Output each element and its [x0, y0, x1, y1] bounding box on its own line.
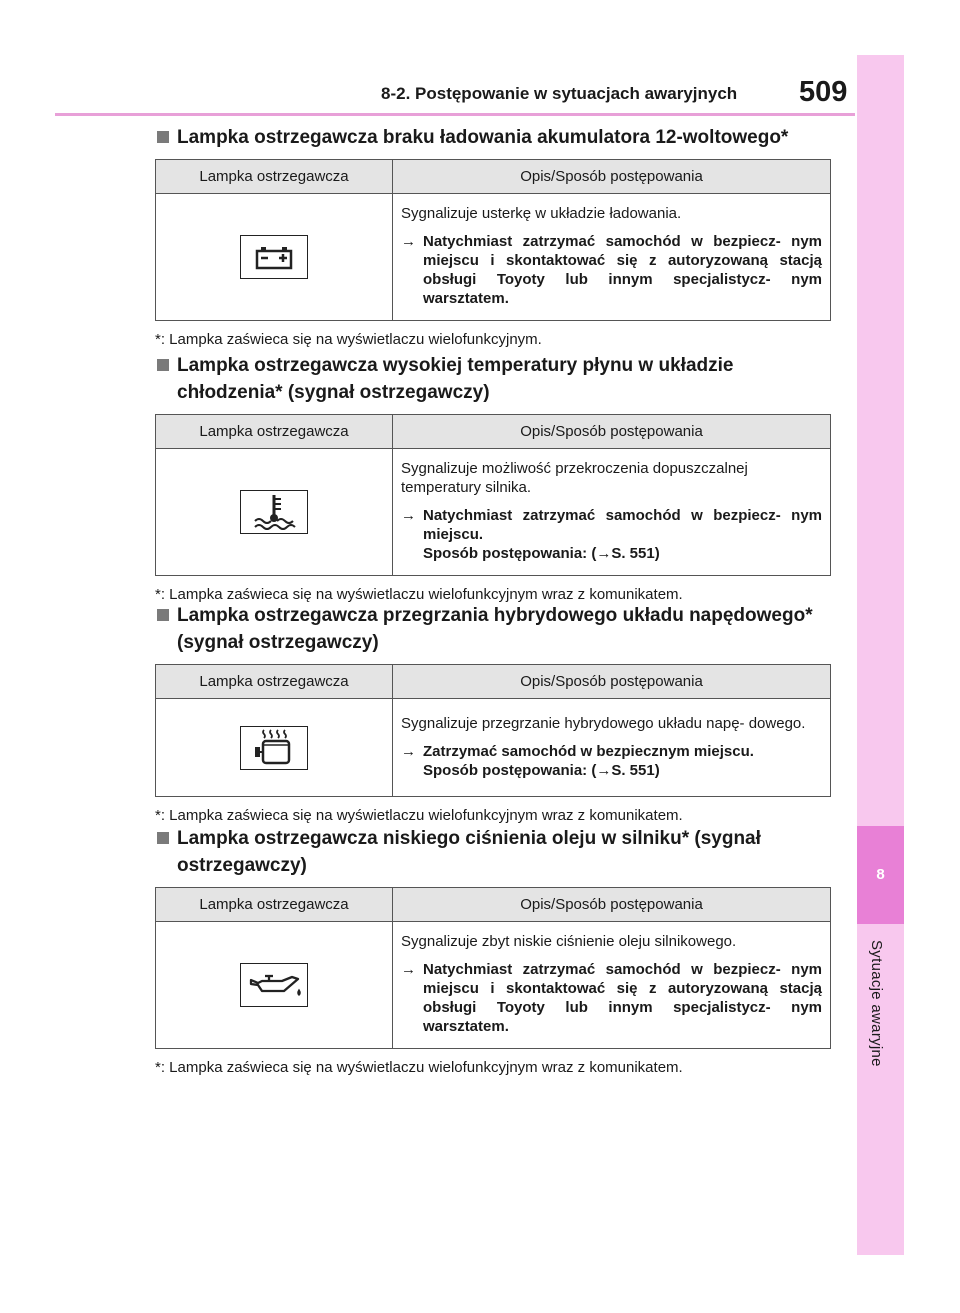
description-text: Sygnalizuje usterkę w układzie ładowania. [401, 205, 682, 222]
action-item: → Natychmiast zatrzymać samochód w bezpiecz- nym miejscu i skontaktować się z autoryzowaną stacją obsługi Toyoty lub innym specjalistycz- nym warsztatem. [401, 961, 822, 1035]
table-header-description: Opis/Sposób postępowania [393, 888, 831, 922]
table-header-lamp: Lampka ostrzegawcza [156, 888, 393, 922]
action-item: → Natychmiast zatrzymać samochód w bezpiecz- nym miejscu. Sposób postępowania: (→S. 551) [401, 507, 822, 562]
square-bullet-icon [157, 359, 169, 371]
chapter-number-badge: 8 [857, 826, 904, 924]
reference-link[interactable]: Sposób postępowania: (→S. 551) [423, 545, 660, 562]
page-header-title: 8-2. Postępowanie w sytuacjach awaryjnych [381, 84, 738, 103]
section-oil-pressure-warning [155, 825, 835, 1076]
square-bullet-icon [157, 609, 169, 621]
table-header-lamp: Lampka ostrzegawcza [156, 665, 393, 699]
square-bullet-icon [157, 832, 169, 844]
section-battery-warning [155, 124, 835, 348]
footnote: *: Lampka zaświeca się na wyświetlaczu wielofunkcyjnym wraz z komunikatem. [155, 1059, 683, 1076]
section-title: Lampka ostrzegawcza przegrzania hybrydowego układu napędowego* (sygnał ostrzegawczy) [155, 602, 835, 656]
warning-table [155, 664, 831, 797]
footnote: *: Lampka zaświeca się na wyświetlaczu wielofunkcyjnym. [155, 331, 542, 348]
table-header-description: Opis/Sposób postępowania [393, 160, 831, 194]
coolant-temperature-icon [240, 490, 308, 534]
square-bullet-icon [157, 131, 169, 143]
reference-link[interactable]: Sposób postępowania: (→S. 551) [423, 761, 660, 779]
warning-table [155, 887, 831, 1049]
chapter-name: Sytuacje awaryjne [868, 940, 885, 1067]
section-title: Lampka ostrzegawcza wysokiej temperatury płynu w układzie chłodzenia* (sygnał ostrzegawczy) [155, 352, 835, 406]
warning-table [155, 159, 831, 321]
page-number: 509 [799, 76, 848, 108]
arrow-icon: → [401, 961, 416, 978]
description-text: Sygnalizuje przegrzanie hybrydowego układu napę- dowego. [401, 714, 806, 732]
side-chapter-tab [857, 55, 904, 1255]
footnote: *: Lampka zaświeca się na wyświetlaczu wielofunkcyjnym wraz z komunikatem. [155, 586, 683, 603]
battery-icon [240, 235, 308, 279]
description-text: Sygnalizuje możliwość przekroczenia dopuszczalnej temperatury silnika. [401, 460, 748, 496]
arrow-icon: → [401, 507, 416, 524]
header-divider [55, 113, 855, 116]
section-hybrid-overheat-warning [155, 602, 835, 824]
oil-pressure-icon [240, 963, 308, 1007]
action-item: → Zatrzymać samochód w bezpiecznym miejscu. Sposób postępowania: (→S. 551) [401, 742, 754, 779]
table-header-lamp: Lampka ostrzegawcza [156, 415, 393, 449]
section-title: Lampka ostrzegawcza braku ładowania akumulatora 12-woltowego* [155, 124, 835, 151]
footnote: *: Lampka zaświeca się na wyświetlaczu wielofunkcyjnym wraz z komunikatem. [155, 807, 683, 824]
section-coolant-warning [155, 352, 835, 603]
action-item: → Natychmiast zatrzymać samochód w bezpiecz- nym miejscu i skontaktować się z autoryzowaną stacją obsługi Toyoty lub innym specjalistycz- nym warsztatem. [401, 233, 822, 307]
section-title: Lampka ostrzegawcza niskiego ciśnienia oleju w silniku* (sygnał ostrzegawczy) [155, 825, 835, 879]
hybrid-overheat-icon [240, 726, 308, 770]
warning-table [155, 414, 831, 576]
arrow-icon: → [401, 233, 416, 250]
table-header-description: Opis/Sposób postępowania [393, 415, 831, 449]
arrow-icon: → [401, 742, 416, 760]
table-header-description: Opis/Sposób postępowania [393, 665, 831, 699]
description-text: Sygnalizuje zbyt niskie ciśnienie oleju silnikowego. [401, 933, 737, 950]
table-header-lamp: Lampka ostrzegawcza [156, 160, 393, 194]
